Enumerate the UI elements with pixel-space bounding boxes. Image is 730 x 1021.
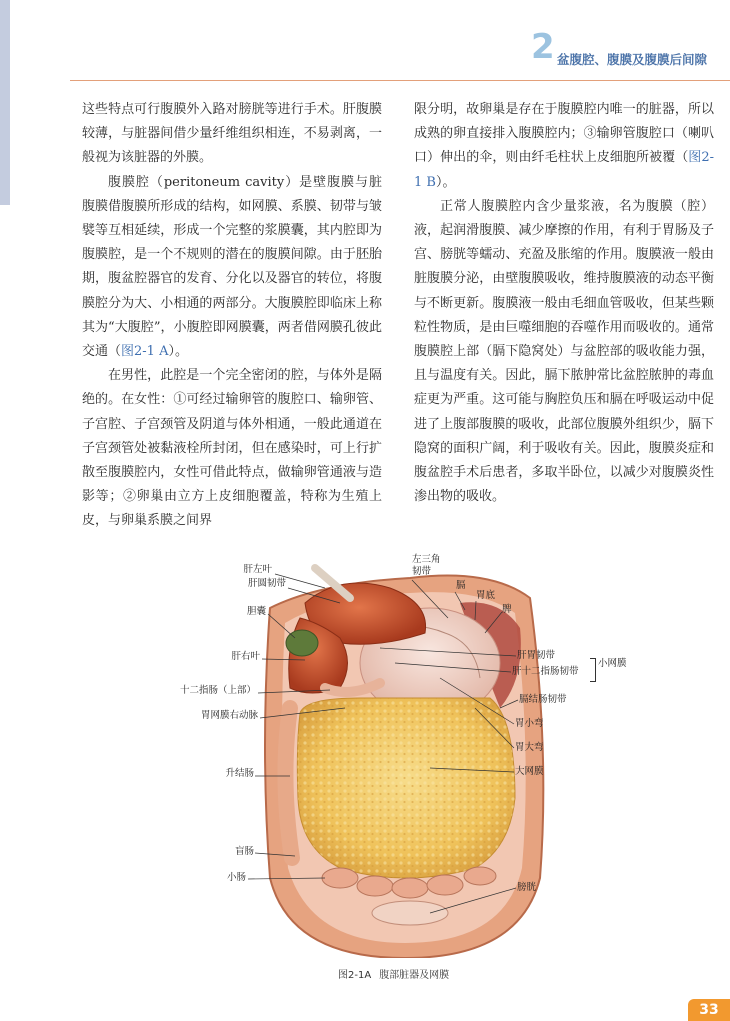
right-column — [414, 98, 714, 509]
paragraph-tail: ）。 — [435, 174, 456, 190]
label-lesser-curvature: 胃小弯 — [515, 718, 544, 729]
paragraph-text: 限分明，故卵巢是存在于腹膜腔内唯一的脏器，所以成熟的卵直接排入腹膜腔内；③输卵管腹腔口（喇叭口）伸出的伞，则由纤毛柱状上皮细胞所被覆（ — [414, 102, 714, 166]
label-duodenum: 十二指肠（上部） — [179, 685, 256, 696]
label-gallbladder: 胆囊 — [246, 606, 266, 617]
label-greater-omentum: 大网膜 — [515, 766, 544, 777]
paragraph-text: 腹膜腔（peritoneum cavity）是壁腹膜与脏腹膜借腹膜所形成的结构，如网膜、系膜、韧带与皱襞等互相延续，形成一个完整的浆膜囊，其内腔即为腹膜腔，是一个不规则的潜在的腹膜间隙。由于胚胎期，腹盆腔器官的发育、分化以及器官的转位，将腹膜腔分为大、小相通的两部分。大腹膜腔即临床上称其为“大腹腔”，小腹腔即网膜囊，两者借网膜孔彼此交通（ — [82, 174, 382, 360]
caption-number: 图2-1A — [338, 970, 372, 981]
anatomy-figure — [179, 548, 627, 958]
chapter-title: 盆腹腔、腹膜及腹膜后间隙 — [557, 52, 708, 67]
paragraph: 正常人腹膜腔内含少量浆液，名为腹膜（腔）液，起润滑腹膜、减少摩擦的作用，有利于胃肠及子宫、膀胱等蠕动、充盈及胀缩的作用。腹膜液一般由脏腹膜分泌，由壁腹膜吸收，维持腹膜液的动态平衡与不断更新。腹膜液一般由毛细血管吸收，但某些颗粒性物质，是由巨噬细胞的吞噬作用而吸收的。通常腹膜腔上部（膈下隐窝处）与盆腔部的吸收能力强，且与温度有关。因此，膈下脓肿常比盆腔脓肿的毒血症更为严重。这可能与胸腔负压和膈在呼吸运动中促进了上腹部腹膜的吸收，此部位腹膜外组织少，膈下隐窝的面积广阔，利于吸收有关。因此，腹膜炎症和腹盆腔手术后患者，多取半卧位，以减少对腹膜炎性渗出物的吸收。 — [414, 198, 714, 505]
label-diaphragm: 膈 — [456, 580, 466, 591]
label-phrenicocolic-ligament: 膈结肠韧带 — [519, 694, 567, 705]
paragraph: 在男性，此腔是一个完全密闭的腔，与体外是隔绝的。在女性：①可经过输卵管的腹腔口、输卵管、子宫腔、子宫颈管及阴道与体外相通，一般此通道在子宫颈管处被黏液栓所封闭，但在感染时，可上行扩散至腹膜腔内，女性可借此特点，做输卵管通液与造影等；②卵巢由立方上皮细胞覆盖，特称为生殖上皮，与卵巢系膜之间界 — [82, 368, 382, 529]
label-hepatoduodenal-ligament: 肝十二指肠韧带 — [512, 666, 579, 677]
figure-ref-link[interactable]: 图2-1 A — [121, 344, 169, 360]
label-hepatogastric-ligament: 肝胃韧带 — [517, 650, 556, 661]
label-cecum: 盲肠 — [234, 846, 254, 857]
bladder-shape — [372, 901, 448, 925]
label-left-triangular-ligament: 左三角 韧带 — [412, 554, 441, 577]
figure-caption — [338, 966, 449, 981]
page-number: 33 — [688, 999, 730, 1021]
label-greater-curvature: 胃大弯 — [515, 742, 544, 753]
label-lesser-omentum: 小网膜 — [598, 658, 627, 669]
caption-text: 腹部脏器及网膜 — [379, 970, 450, 981]
header-rule — [70, 80, 730, 81]
label-right-gastroepiploic-artery: 胃网膜右动脉 — [200, 710, 258, 721]
label-ascending-colon: 升结肠 — [225, 768, 254, 779]
lesser-omentum-bracket — [590, 658, 596, 682]
chapter-number: 2 — [531, 27, 554, 67]
label-liver-right-lobe: 肝右叶 — [231, 651, 260, 662]
label-fundus: 胃底 — [476, 590, 496, 601]
paragraph — [82, 171, 382, 365]
figure-ref-link[interactable]: 图2-1 B — [414, 150, 714, 190]
paragraph: 这些特点可行腹膜外入路对膀胱等进行手术。肝腹膜较薄，与脏器间借少量纤维组织相连，不易剥离，一般视为该脏器的外膜。 — [82, 102, 382, 166]
label-bladder: 膀胱 — [517, 882, 537, 893]
paragraph-tail: ）。 — [168, 344, 188, 360]
ascending-colon-shape — [285, 708, 292, 858]
label-liver-left-lobe: 肝左叶 — [243, 564, 272, 575]
paragraph — [414, 98, 714, 195]
label-small-intestine: 小肠 — [226, 872, 246, 883]
label-spleen: 脾 — [502, 604, 512, 615]
omentum-texture — [297, 698, 515, 878]
left-column — [82, 98, 382, 534]
side-strip — [0, 0, 10, 205]
label-round-ligament: 肝圆韧带 — [247, 578, 286, 589]
